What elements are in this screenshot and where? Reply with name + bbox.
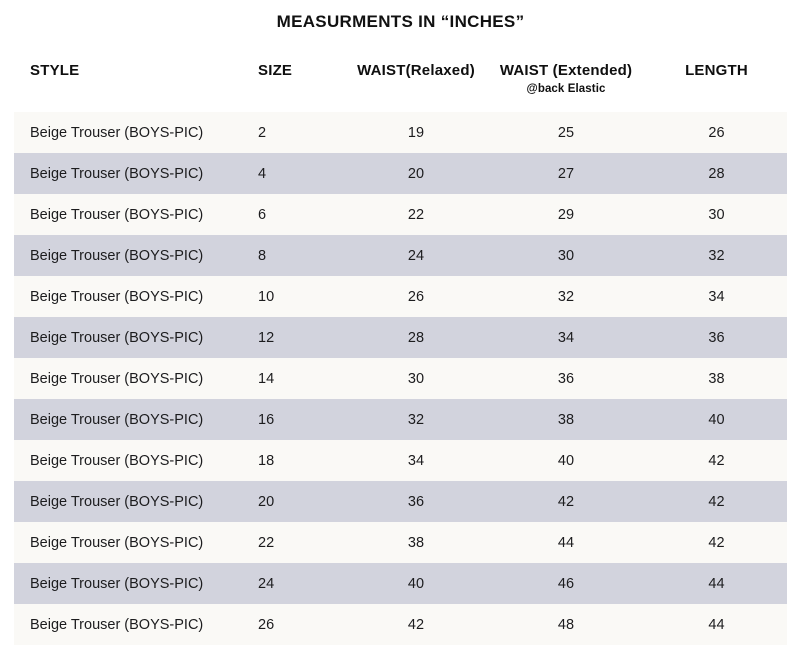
table-row <box>14 358 787 399</box>
table-row <box>14 399 787 440</box>
cell-waist-relaxed: 28 <box>407 329 425 346</box>
cell-length: 34 <box>708 288 725 305</box>
cell-length: 44 <box>708 575 725 592</box>
table-row <box>14 604 787 645</box>
cell-length: 26 <box>708 124 725 141</box>
table-row <box>14 317 787 358</box>
table-row <box>14 563 787 604</box>
cell-style: Beige Trouser (BOYS-PIC) <box>30 370 204 387</box>
cell-style: Beige Trouser (BOYS-PIC) <box>30 247 204 264</box>
measurements-table <box>14 62 787 645</box>
table-row <box>14 194 787 235</box>
cell-style: Beige Trouser (BOYS-PIC) <box>30 616 204 633</box>
column-header-style: STYLE <box>30 62 80 79</box>
cell-waist-extended: 44 <box>557 534 575 551</box>
table-row <box>14 112 787 153</box>
cell-length: 36 <box>708 329 725 346</box>
cell-style: Beige Trouser (BOYS-PIC) <box>30 452 204 469</box>
cell-waist-relaxed: 22 <box>407 206 425 223</box>
cell-style: Beige Trouser (BOYS-PIC) <box>30 165 204 182</box>
cell-waist-relaxed: 36 <box>407 493 425 510</box>
cell-size: 2 <box>258 124 267 141</box>
column-header-waist-extended-label: WAIST (Extended) <box>499 62 633 79</box>
cell-size: 24 <box>258 575 275 592</box>
table-row <box>14 276 787 317</box>
column-header-waist-relaxed: WAIST(Relaxed) <box>357 62 475 79</box>
cell-style: Beige Trouser (BOYS-PIC) <box>30 206 204 223</box>
cell-length: 38 <box>708 370 725 387</box>
table-row <box>14 440 787 481</box>
cell-length: 30 <box>708 206 725 223</box>
cell-style: Beige Trouser (BOYS-PIC) <box>30 534 204 551</box>
cell-size: 18 <box>258 452 275 469</box>
cell-style: Beige Trouser (BOYS-PIC) <box>30 288 204 305</box>
cell-style: Beige Trouser (BOYS-PIC) <box>30 329 204 346</box>
column-header-length: LENGTH <box>685 62 748 79</box>
cell-length: 42 <box>708 452 725 469</box>
cell-waist-relaxed: 24 <box>407 247 425 264</box>
cell-waist-relaxed: 26 <box>407 288 425 305</box>
cell-waist-extended: 38 <box>557 411 575 428</box>
cell-waist-relaxed: 20 <box>407 165 425 182</box>
cell-style: Beige Trouser (BOYS-PIC) <box>30 575 204 592</box>
cell-style: Beige Trouser (BOYS-PIC) <box>30 124 204 141</box>
cell-length: 40 <box>708 411 725 428</box>
cell-size: 16 <box>258 411 275 428</box>
cell-waist-extended: 29 <box>557 206 575 223</box>
table-row <box>14 235 787 276</box>
cell-length: 42 <box>708 493 725 510</box>
cell-style: Beige Trouser (BOYS-PIC) <box>30 493 204 510</box>
cell-waist-relaxed: 38 <box>407 534 425 551</box>
column-header-waist-extended-note: @back Elastic <box>526 83 606 95</box>
cell-waist-extended: 30 <box>557 247 575 264</box>
cell-length: 32 <box>708 247 725 264</box>
cell-length: 44 <box>708 616 725 633</box>
cell-waist-extended: 42 <box>557 493 575 510</box>
table-header-row <box>14 62 787 95</box>
table-row <box>14 522 787 563</box>
table-row <box>14 153 787 194</box>
cell-style: Beige Trouser (BOYS-PIC) <box>30 411 204 428</box>
table-row <box>14 481 787 522</box>
cell-waist-relaxed: 40 <box>407 575 425 592</box>
cell-waist-extended: 27 <box>557 165 575 182</box>
cell-length: 28 <box>708 165 725 182</box>
cell-waist-extended: 46 <box>557 575 575 592</box>
cell-size: 14 <box>258 370 275 387</box>
page-title: MEASURMENTS IN “INCHES” <box>276 12 525 31</box>
cell-waist-extended: 48 <box>557 616 575 633</box>
cell-size: 10 <box>258 288 275 305</box>
column-header-size: SIZE <box>258 62 293 79</box>
cell-waist-extended: 40 <box>557 452 575 469</box>
table-body <box>14 112 787 645</box>
cell-waist-extended: 25 <box>557 124 575 141</box>
cell-size: 12 <box>258 329 275 346</box>
cell-length: 42 <box>708 534 725 551</box>
cell-size: 8 <box>258 247 267 264</box>
cell-waist-extended: 32 <box>557 288 575 305</box>
cell-size: 6 <box>258 206 267 223</box>
cell-size: 26 <box>258 616 275 633</box>
cell-waist-relaxed: 34 <box>407 452 425 469</box>
cell-waist-relaxed: 19 <box>407 124 425 141</box>
cell-waist-relaxed: 42 <box>407 616 425 633</box>
cell-size: 22 <box>258 534 275 551</box>
cell-waist-extended: 36 <box>557 370 575 387</box>
cell-size: 4 <box>258 165 267 182</box>
cell-size: 20 <box>258 493 275 510</box>
cell-waist-relaxed: 30 <box>407 370 425 387</box>
cell-waist-relaxed: 32 <box>407 411 425 428</box>
column-header-waist-extended <box>486 62 646 95</box>
cell-waist-extended: 34 <box>557 329 575 346</box>
